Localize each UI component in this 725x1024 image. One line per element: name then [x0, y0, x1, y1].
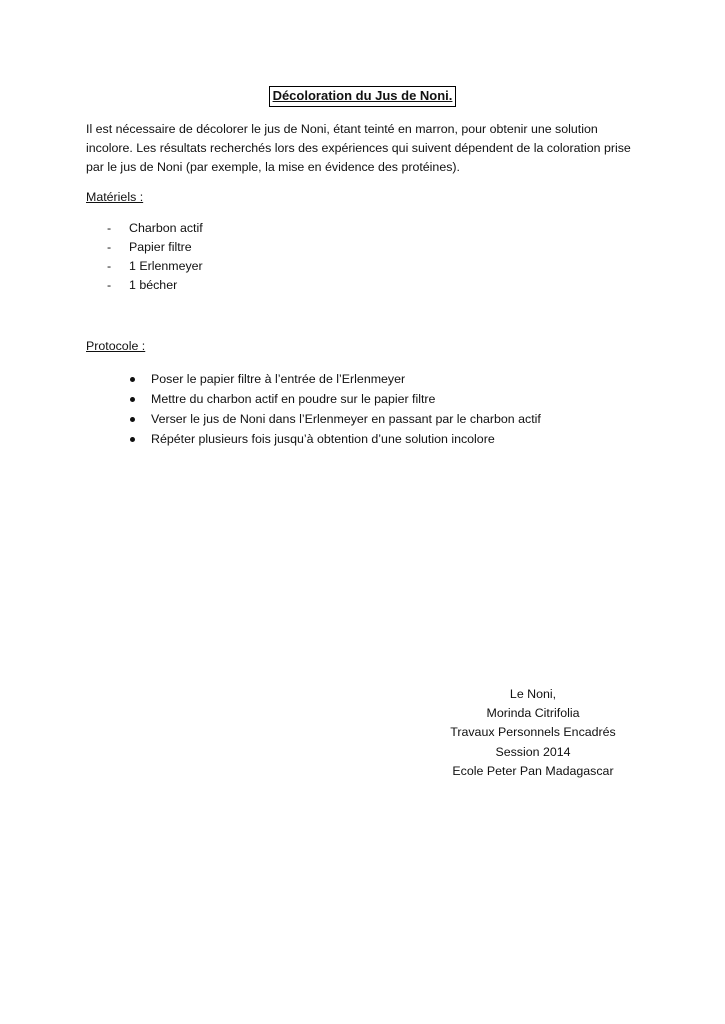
- list-item: [126, 389, 541, 409]
- document-title: Décoloration du Jus de Noni.: [269, 86, 457, 107]
- title-container: [0, 86, 725, 107]
- list-item: [86, 238, 203, 257]
- protocol-step: Poser le papier filtre à l’entrée de l’Erlenmeyer: [151, 372, 406, 386]
- protocol-step: Répéter plusieurs fois jusqu’à obtention d’une solution incolore: [151, 432, 495, 446]
- intro-paragraph: Il est nécessaire de décolorer le jus de Noni, étant teinté en marron, pour obtenir une solution incolore. Les résultats recherchés lors des expériences qui suivent dépendent de la coloration prise par le jus de Noni (par exemple, la mise en évidence des protéines).: [86, 122, 631, 174]
- signature-line: Ecole Peter Pan Madagascar: [452, 763, 614, 778]
- signature-line: Le Noni,: [509, 687, 557, 701]
- material-item: Charbon actif: [129, 221, 203, 235]
- protocol-step: Mettre du charbon actif en poudre sur le papier filtre: [151, 392, 436, 406]
- list-item: [86, 257, 203, 276]
- dash-bullet: -: [107, 278, 112, 292]
- dash-bullet: -: [107, 240, 112, 254]
- materials-list: [86, 219, 203, 295]
- signature-line: Session 2014: [495, 744, 571, 759]
- dash-bullet: -: [107, 221, 112, 235]
- protocol-heading: Protocole :: [86, 339, 146, 353]
- bullet-icon: [126, 397, 151, 402]
- list-item: [126, 409, 541, 429]
- materials-heading: Matériels :: [86, 190, 144, 204]
- list-item: [126, 369, 541, 389]
- material-item: 1 Erlenmeyer: [129, 259, 203, 273]
- signature-line: Morinda Citrifolia: [486, 706, 580, 721]
- protocol-list: [126, 369, 541, 449]
- signature-block: [440, 685, 626, 781]
- bullet-icon: [126, 417, 151, 422]
- list-item: [86, 219, 203, 238]
- bullet-icon: [126, 377, 151, 382]
- protocol-step: Verser le jus de Noni dans l’Erlenmeyer en passant par le charbon actif: [151, 412, 541, 426]
- dash-bullet: -: [107, 259, 112, 273]
- list-item: [86, 276, 203, 295]
- list-item: [126, 429, 541, 449]
- material-item: Papier filtre: [129, 240, 192, 254]
- bullet-icon: [126, 437, 151, 442]
- signature-line: Travaux Personnels Encadrés: [450, 725, 616, 740]
- material-item: 1 bécher: [129, 278, 178, 292]
